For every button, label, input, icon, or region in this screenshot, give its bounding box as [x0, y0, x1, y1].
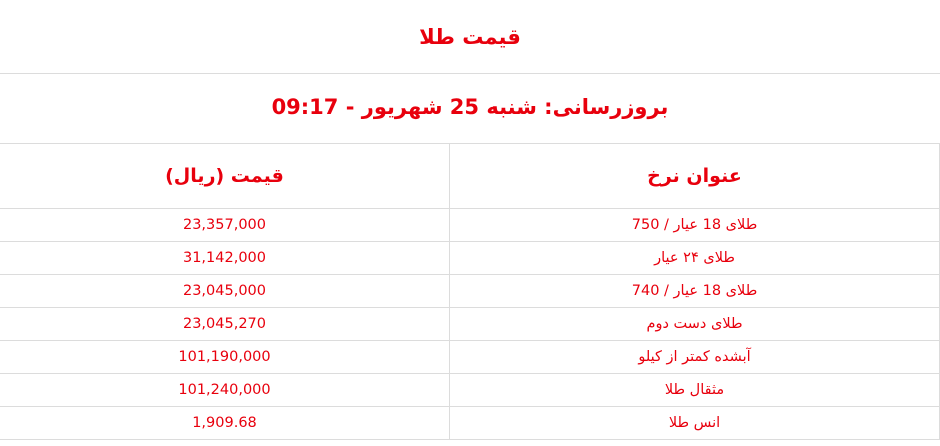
table-header — [0, 144, 940, 208]
rate-title: طلای 18 عیار / 740 — [450, 274, 940, 307]
column-header-price: قیمت (ریال) — [0, 144, 450, 208]
rate-title: طلای 18 عیار / 750 — [450, 208, 940, 241]
rate-price: 101,240,000 — [0, 373, 450, 406]
rate-price: 23,357,000 — [0, 208, 450, 241]
table-body — [0, 208, 940, 439]
rate-title: انس طلا — [450, 406, 940, 439]
gold-rates-table — [0, 144, 940, 440]
rate-price: 23,045,270 — [0, 307, 450, 340]
rate-price: 31,142,000 — [0, 241, 450, 274]
rate-price: 101,190,000 — [0, 340, 450, 373]
table-row — [0, 340, 940, 373]
table-row — [0, 208, 940, 241]
table-row — [0, 373, 940, 406]
column-header-title: عنوان نرخ — [450, 144, 940, 208]
table-row — [0, 406, 940, 439]
table-row — [0, 274, 940, 307]
rate-price: 23,045,000 — [0, 274, 450, 307]
page-header — [0, 0, 940, 74]
table-row — [0, 307, 940, 340]
rate-title: طلای ۲۴ عیار — [450, 241, 940, 274]
table-header-row — [0, 144, 940, 208]
page-title: قیمت طلا — [419, 24, 521, 49]
update-timestamp: بروزرسانی: شنبه 25 شهریور - 09:17 — [271, 94, 669, 119]
rate-title: طلای دست دوم — [450, 307, 940, 340]
update-timestamp-bar — [0, 74, 940, 144]
rate-title: آبشده کمتر از کیلو — [450, 340, 940, 373]
table-row — [0, 241, 940, 274]
rate-price: 1,909.68 — [0, 406, 450, 439]
rate-title: مثقال طلا — [450, 373, 940, 406]
